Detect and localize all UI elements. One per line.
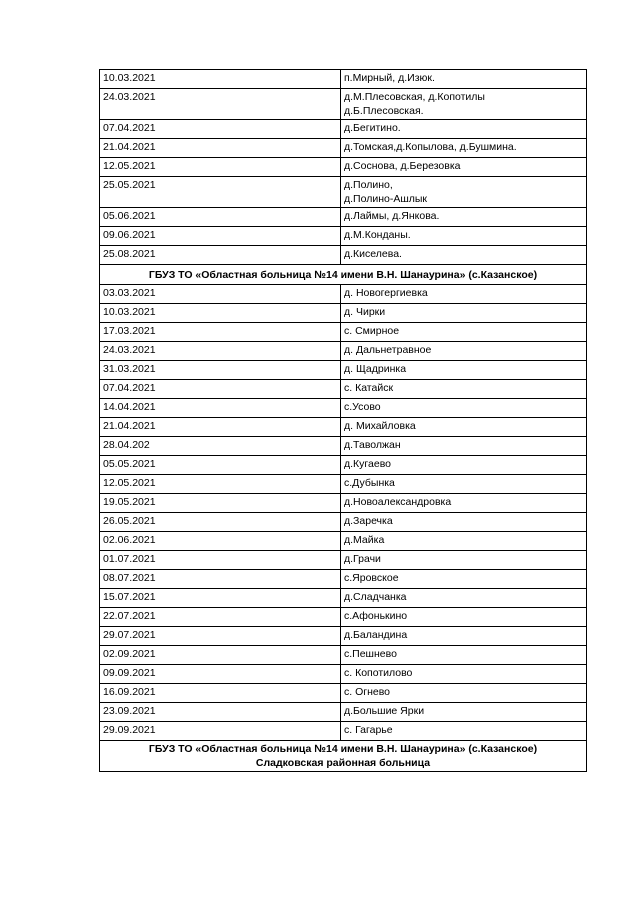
- place-text: с. Катайск: [344, 382, 394, 394]
- table-row: [100, 532, 587, 551]
- table-row: [100, 89, 587, 120]
- date-cell: 29.09.2021: [100, 722, 341, 741]
- place-text: д.Соснова, д.Березовка: [344, 160, 461, 172]
- date-cell: 12.05.2021: [100, 158, 341, 177]
- place-cell: [341, 227, 587, 246]
- table-row: [100, 177, 587, 208]
- date-cell: 16.09.2021: [100, 684, 341, 703]
- table-row: [100, 323, 587, 342]
- date-cell: 12.05.2021: [100, 475, 341, 494]
- place-cell: [341, 437, 587, 456]
- table-row: [100, 665, 587, 684]
- date-cell: 24.03.2021: [100, 342, 341, 361]
- table-row: [100, 494, 587, 513]
- place-cell: [341, 589, 587, 608]
- place-text: д.Кугаево: [344, 458, 391, 470]
- date-cell: 25.05.2021: [100, 177, 341, 208]
- place-cell: [341, 399, 587, 418]
- place-cell: [341, 646, 587, 665]
- place-text: п.Мирный, д.Изюк.: [344, 72, 435, 84]
- place-text: д. Щадринка: [344, 363, 407, 375]
- table-row: [100, 208, 587, 227]
- place-cell: [341, 494, 587, 513]
- table-row: [100, 70, 587, 89]
- place-text: д. Михайловка: [344, 420, 416, 432]
- table-row: [100, 551, 587, 570]
- place-text: с. Огнево: [344, 686, 391, 698]
- place-cell: [341, 246, 587, 265]
- place-cell: [341, 120, 587, 139]
- place-text: д. Чирки: [344, 306, 386, 318]
- place-cell: [341, 139, 587, 158]
- section-header-row: [100, 741, 587, 772]
- section-header-row: [100, 265, 587, 285]
- date-cell: 23.09.2021: [100, 703, 341, 722]
- table-row: [100, 342, 587, 361]
- place-cell: [341, 570, 587, 589]
- date-cell: 22.07.2021: [100, 608, 341, 627]
- place-cell: [341, 323, 587, 342]
- table-row: [100, 513, 587, 532]
- table-row: [100, 627, 587, 646]
- table-row: [100, 684, 587, 703]
- section-header-text: Сладковская районная больница: [255, 757, 431, 769]
- place-cell: [341, 551, 587, 570]
- table-row: [100, 120, 587, 139]
- section-header-cell: [100, 741, 587, 772]
- table-row: [100, 139, 587, 158]
- place-text: д.М.Плесовская, д.Копотилы: [344, 91, 485, 103]
- place-cell: [341, 513, 587, 532]
- section-header-cell: [100, 265, 587, 285]
- place-text: с. Смирное: [344, 325, 400, 337]
- section-header-text: ГБУЗ ТО «Областная больница №14 имени В.Н. Шанаурина» (с.Казанское): [148, 743, 538, 755]
- date-cell: 26.05.2021: [100, 513, 341, 532]
- date-cell: 02.06.2021: [100, 532, 341, 551]
- table-row: [100, 456, 587, 475]
- place-cell: [341, 418, 587, 437]
- place-cell: [341, 703, 587, 722]
- place-cell: [341, 304, 587, 323]
- date-cell: 24.03.2021: [100, 89, 341, 120]
- date-cell: 10.03.2021: [100, 70, 341, 89]
- place-text: с.Пешнево: [344, 648, 397, 660]
- place-text: д.Новоалександровка: [344, 496, 452, 508]
- table-row: [100, 589, 587, 608]
- place-cell: [341, 177, 587, 208]
- date-cell: 14.04.2021: [100, 399, 341, 418]
- place-cell: [341, 380, 587, 399]
- table-row: [100, 399, 587, 418]
- place-cell: [341, 532, 587, 551]
- place-cell: [341, 475, 587, 494]
- date-cell: 21.04.2021: [100, 139, 341, 158]
- table-row: [100, 475, 587, 494]
- place-cell: [341, 70, 587, 89]
- date-cell: 02.09.2021: [100, 646, 341, 665]
- place-text: д. Новогергиевка: [344, 287, 428, 299]
- place-cell: [341, 627, 587, 646]
- place-cell: [341, 456, 587, 475]
- schedule-table: [99, 69, 587, 772]
- date-cell: 31.03.2021: [100, 361, 341, 380]
- place-text: д.Сладчанка: [344, 591, 407, 603]
- place-cell: [341, 665, 587, 684]
- table-row: [100, 361, 587, 380]
- place-cell: [341, 285, 587, 304]
- table-row: [100, 646, 587, 665]
- place-text: с. Копотилово: [344, 667, 413, 679]
- place-text: с.Яровское: [344, 572, 399, 584]
- table-row: [100, 437, 587, 456]
- table-row: [100, 418, 587, 437]
- table-row: [100, 158, 587, 177]
- place-text: д.М.Конданы.: [344, 229, 411, 241]
- date-cell: 05.06.2021: [100, 208, 341, 227]
- section-header-text: ГБУЗ ТО «Областная больница №14 имени В.Н. Шанаурина» (с.Казанское): [148, 268, 538, 281]
- place-text: с.Афонькино: [344, 610, 408, 622]
- place-text: д.Полино-Ашлык: [344, 193, 428, 205]
- date-cell: 07.04.2021: [100, 380, 341, 399]
- place-text: д.Б.Плесовская.: [344, 105, 424, 117]
- date-cell: 09.09.2021: [100, 665, 341, 684]
- place-cell: [341, 208, 587, 227]
- table-row: [100, 570, 587, 589]
- place-cell: [341, 361, 587, 380]
- place-text: с. Гагарье: [344, 724, 393, 736]
- place-text: д.Заречка: [344, 515, 393, 527]
- date-cell: 07.04.2021: [100, 120, 341, 139]
- place-text: с.Усово: [344, 401, 381, 413]
- table-row: [100, 227, 587, 246]
- table-row: [100, 246, 587, 265]
- date-cell: 29.07.2021: [100, 627, 341, 646]
- date-cell: 01.07.2021: [100, 551, 341, 570]
- table-row: [100, 304, 587, 323]
- place-text: д.Баландина: [344, 629, 408, 641]
- table-row: [100, 722, 587, 741]
- date-cell: 19.05.2021: [100, 494, 341, 513]
- place-text: с.Дубынка: [344, 477, 395, 489]
- place-text: д.Большие Ярки: [344, 705, 425, 717]
- place-cell: [341, 342, 587, 361]
- date-cell: 10.03.2021: [100, 304, 341, 323]
- place-text: д.Киселева.: [344, 248, 402, 260]
- date-cell: 15.07.2021: [100, 589, 341, 608]
- place-text: д.Таволжан: [344, 439, 401, 451]
- place-text: д.Майка: [344, 534, 385, 546]
- place-text: д.Грачи: [344, 553, 381, 565]
- date-cell: 08.07.2021: [100, 570, 341, 589]
- date-cell: 17.03.2021: [100, 323, 341, 342]
- place-text: д.Бегитино.: [344, 122, 401, 134]
- table-row: [100, 380, 587, 399]
- place-text: д. Дальнетравное: [344, 344, 432, 356]
- place-cell: [341, 89, 587, 120]
- date-cell: 09.06.2021: [100, 227, 341, 246]
- place-cell: [341, 722, 587, 741]
- date-cell: 28.04.202: [100, 437, 341, 456]
- place-text: д.Томская,д.Копылова, д.Бушмина.: [344, 141, 517, 153]
- place-cell: [341, 684, 587, 703]
- place-text: д.Полино,: [344, 179, 393, 191]
- date-cell: 21.04.2021: [100, 418, 341, 437]
- place-cell: [341, 158, 587, 177]
- place-cell: [341, 608, 587, 627]
- table-row: [100, 703, 587, 722]
- date-cell: 05.05.2021: [100, 456, 341, 475]
- place-text: д.Лаймы, д.Янкова.: [344, 210, 440, 222]
- table-body: [100, 70, 587, 772]
- table-row: [100, 608, 587, 627]
- table-row: [100, 285, 587, 304]
- date-cell: 25.08.2021: [100, 246, 341, 265]
- date-cell: 03.03.2021: [100, 285, 341, 304]
